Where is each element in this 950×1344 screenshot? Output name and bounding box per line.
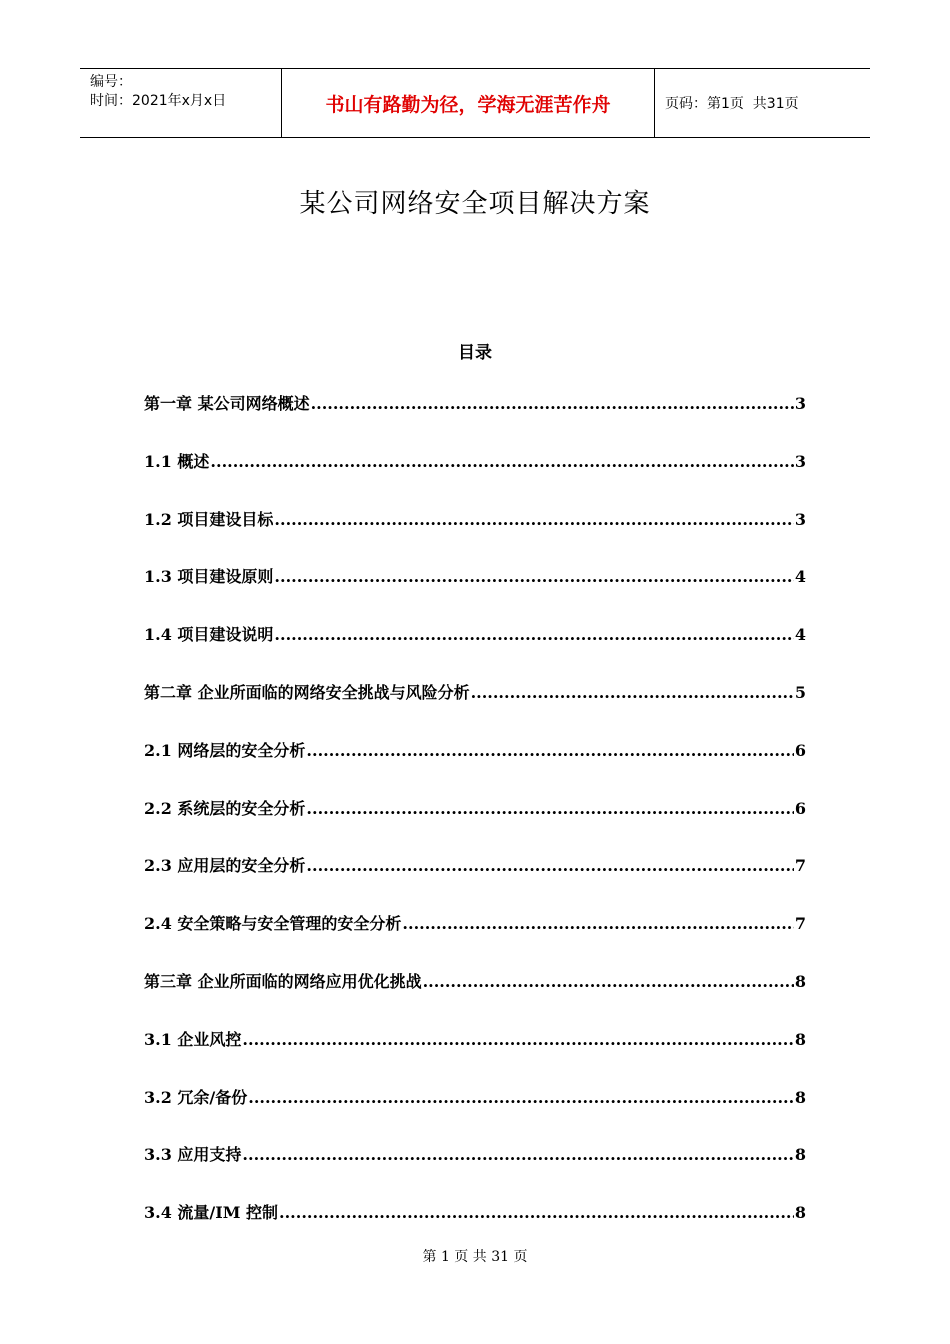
toc-leader-dots: [306, 797, 793, 821]
toc-entry-label: 第一章 某公司网络概述: [144, 394, 310, 413]
header-page-info: [655, 69, 870, 137]
toc-leader-dots: [402, 912, 793, 936]
toc-entry-label: 2.3 应用层的安全分析: [144, 856, 306, 876]
toc-entry[interactable]: [144, 392, 806, 450]
toc-entry-label: 1.1 概述: [144, 451, 210, 471]
toc-entry-label: 3.2 冗余/备份: [144, 1087, 248, 1107]
page-header: [80, 68, 870, 138]
toc-entry[interactable]: [144, 739, 806, 797]
toc-entry-page: 8: [794, 1087, 806, 1107]
toc-leader-dots: [306, 854, 793, 878]
toc-entry-page: 3: [794, 394, 806, 413]
toc-entry-label: 1.3 项目建设原则: [144, 567, 274, 587]
toc-entry-label: 1.4 项目建设说明: [144, 625, 274, 645]
toc-entry-page: 8: [794, 971, 806, 991]
footer-page-number: 第 1 页 共 31 页: [422, 1249, 528, 1265]
toc-leader-dots: [274, 508, 793, 532]
toc-entry-page: 7: [794, 856, 806, 876]
toc-entry-page: 4: [794, 567, 806, 587]
toc-entry-page: 7: [794, 914, 806, 934]
toc-leader-dots: [423, 970, 794, 994]
toc-leader-dots: [242, 1028, 793, 1052]
toc-entry-page: 4: [794, 625, 806, 645]
toc-entry-page: 6: [794, 798, 806, 818]
toc-entry-page: 8: [794, 1029, 806, 1049]
toc-leader-dots: [306, 739, 793, 763]
toc-entry[interactable]: [144, 1028, 806, 1086]
toc-leader-dots: [274, 623, 793, 647]
table-of-contents: [144, 392, 806, 1259]
toc-entry[interactable]: [144, 450, 806, 508]
toc-entry-page: 6: [794, 740, 806, 760]
toc-entry-label: 3.4 流量/IM 控制: [144, 1203, 279, 1223]
toc-entry[interactable]: [144, 970, 806, 1028]
toc-entry[interactable]: [144, 623, 806, 681]
toc-leader-dots: [279, 1201, 794, 1225]
toc-entry-label: 第三章 企业所面临的网络应用优化挑战: [144, 971, 422, 991]
toc-entry[interactable]: [144, 681, 806, 739]
toc-entry[interactable]: [144, 565, 806, 623]
number-label: 编号：: [90, 74, 132, 90]
toc-leader-dots: [274, 565, 793, 589]
document-title: 某公司网络安全项目解决方案: [299, 189, 651, 219]
toc-entry-page: 8: [794, 1203, 806, 1223]
toc-entry-label: 3.1 企业风控: [144, 1029, 242, 1049]
toc-leader-dots: [311, 392, 794, 416]
toc-entry[interactable]: [144, 854, 806, 912]
toc-entry[interactable]: [144, 912, 806, 970]
toc-entry-label: 3.3 应用支持: [144, 1145, 242, 1165]
toc-entry-label: 2.1 网络层的安全分析: [144, 740, 306, 760]
toc-leader-dots: [242, 1143, 793, 1167]
toc-entry-label: 第二章 企业所面临的网络安全挑战与风险分析: [144, 682, 470, 702]
toc-entry[interactable]: [144, 1086, 806, 1144]
toc-entry-label: 2.4 安全策略与安全管理的安全分析: [144, 914, 402, 934]
toc-entry-label: 2.2 系统层的安全分析: [144, 798, 306, 818]
toc-entry[interactable]: [144, 797, 806, 855]
toc-entry-page: 8: [794, 1145, 806, 1165]
header-meta: [80, 69, 282, 137]
toc-heading: 目录: [458, 343, 492, 363]
time-label: 时间：2021年x月x日: [90, 93, 227, 109]
page-info-text: 页码：第1页 共31页: [665, 96, 799, 112]
toc-entry-page: 5: [794, 682, 806, 702]
page-footer: [0, 1246, 950, 1266]
toc-entry[interactable]: [144, 1143, 806, 1201]
toc-entry[interactable]: [144, 508, 806, 566]
toc-leader-dots: [248, 1086, 794, 1110]
toc-leader-dots: [210, 450, 793, 474]
header-motto: 书山有路勤为径，学海无涯苦作舟: [282, 69, 655, 137]
toc-entry-label: 1.2 项目建设目标: [144, 509, 274, 529]
toc-leader-dots: [471, 681, 794, 705]
toc-entry-page: 3: [794, 509, 806, 529]
toc-entry-page: 3: [794, 451, 806, 471]
